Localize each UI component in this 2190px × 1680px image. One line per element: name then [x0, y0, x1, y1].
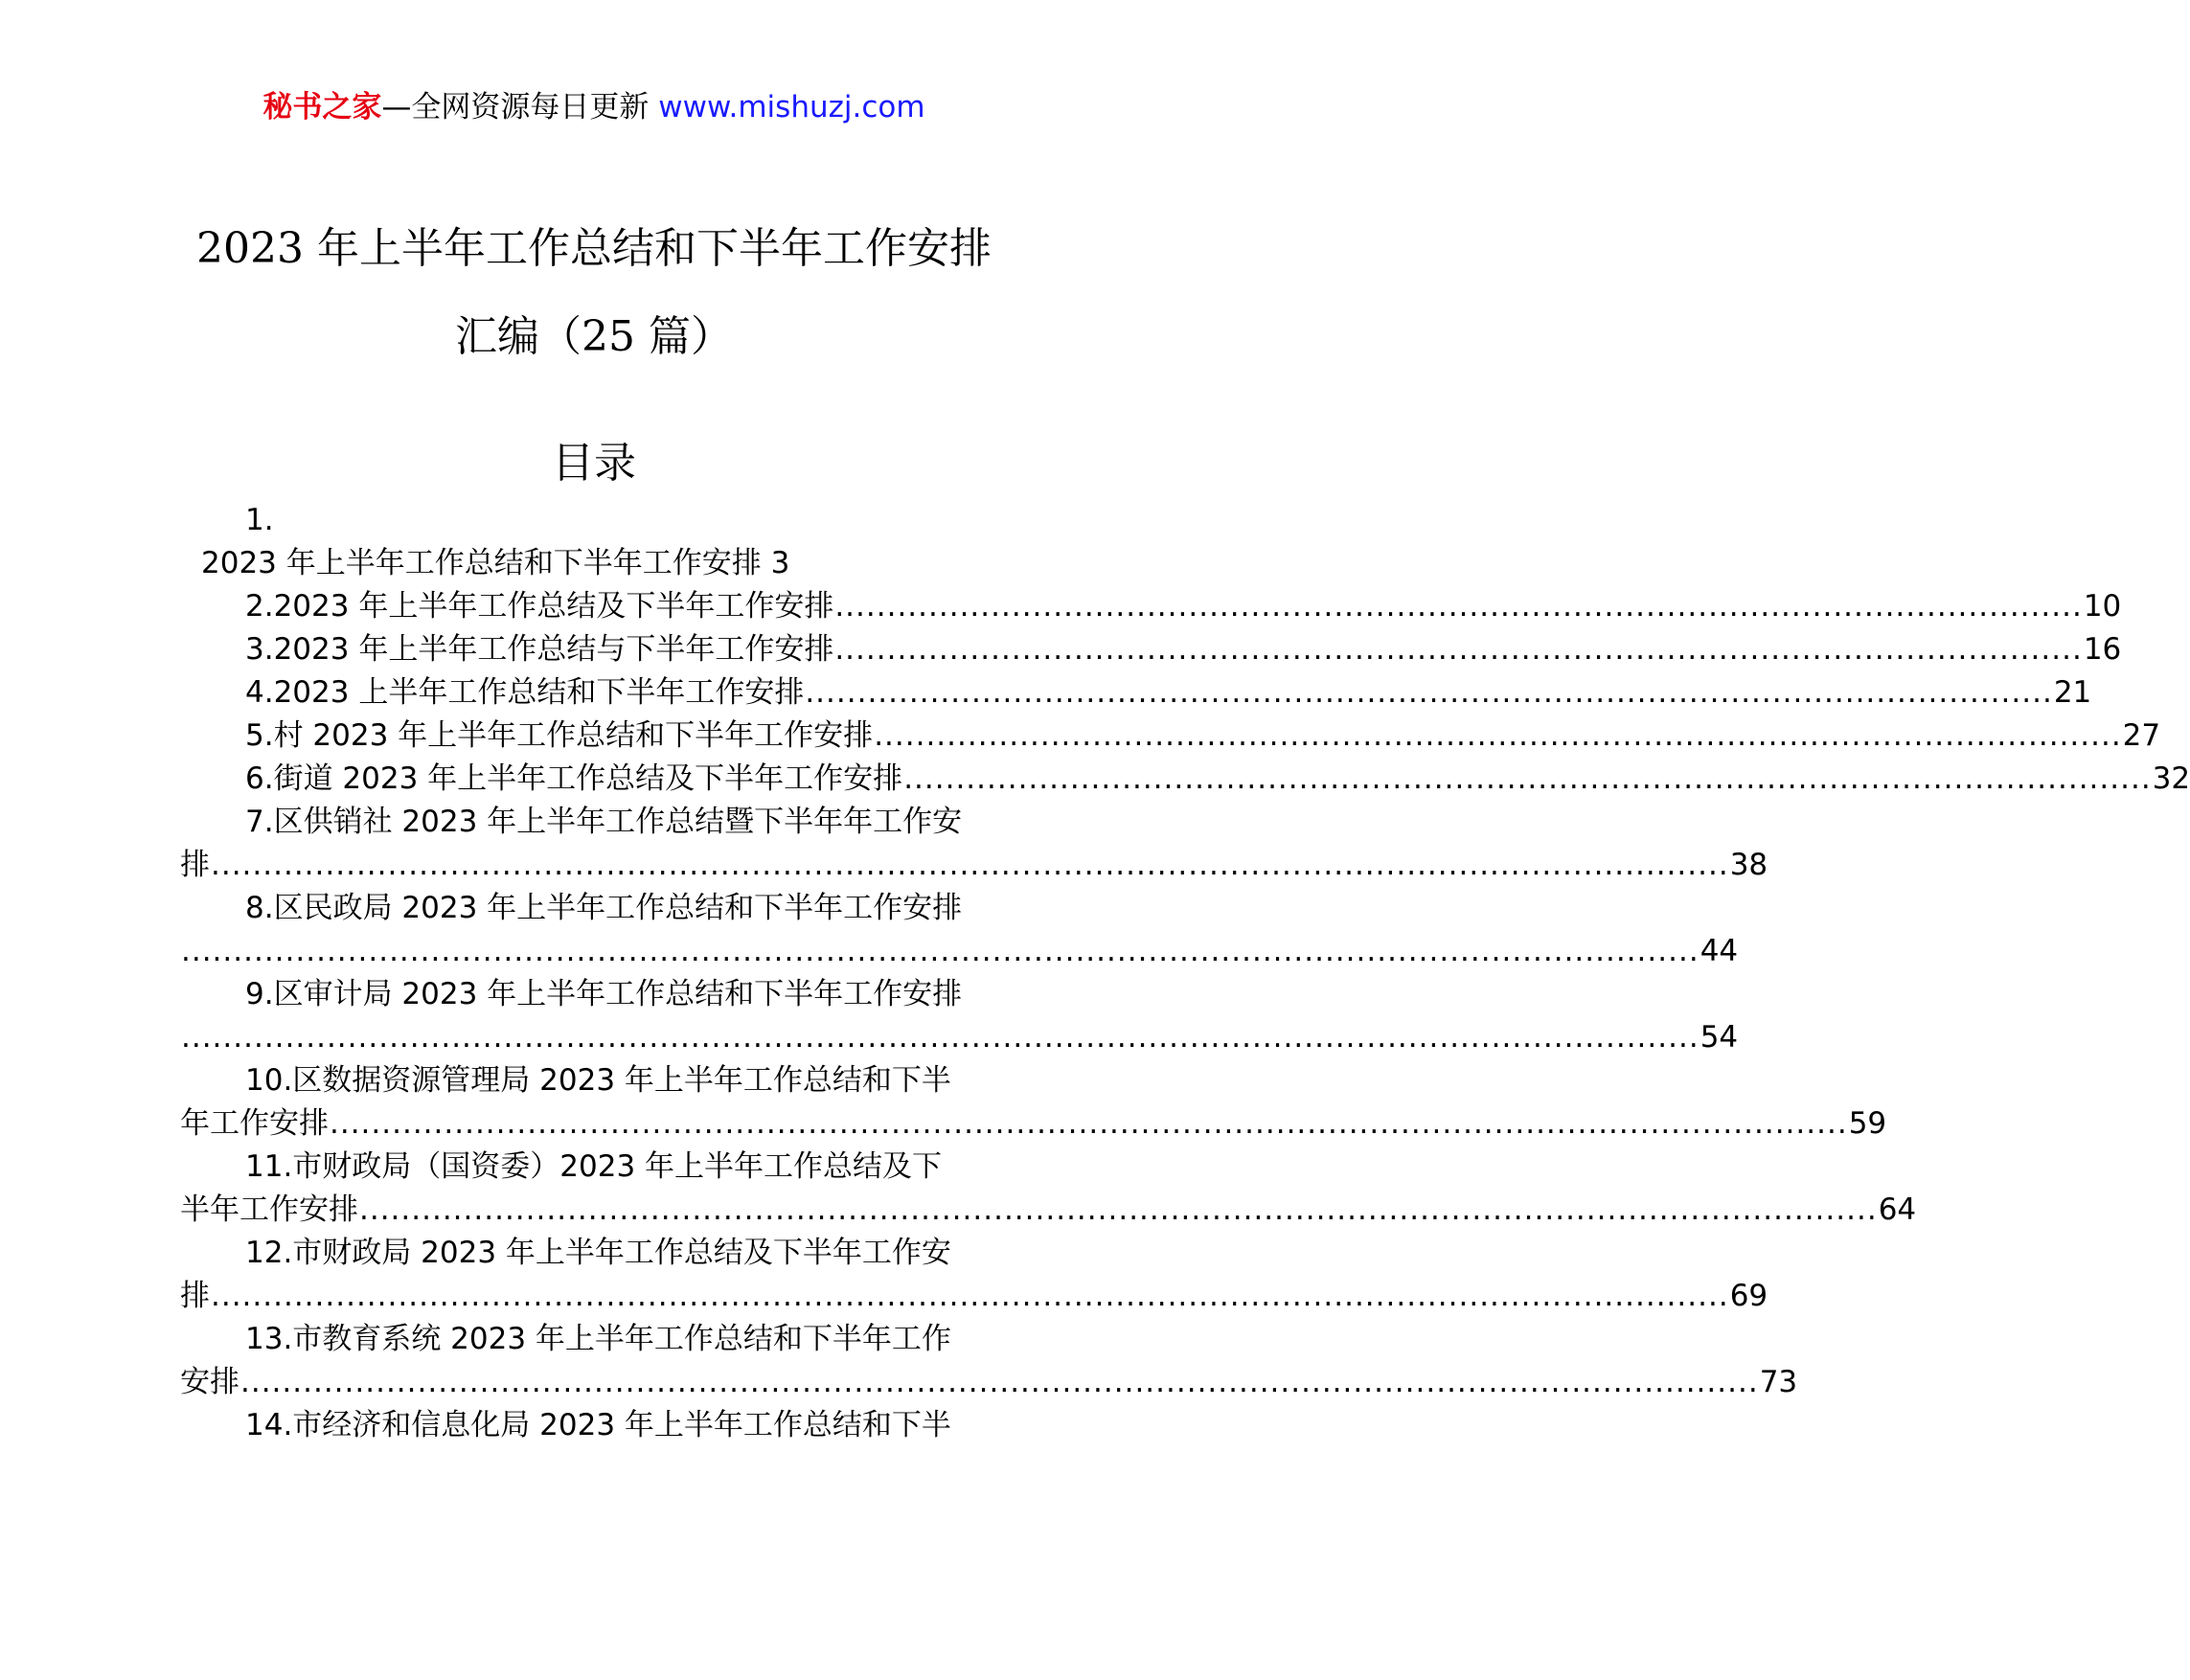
toc-entry-page: 21: [2053, 675, 2092, 710]
toc-entry-title-line[interactable]: 10.区数据资源管理局 2023 年上半年工作总结和下半: [245, 1063, 951, 1098]
brand-name: 秘书之家: [262, 90, 382, 125]
toc-entry-title-line[interactable]: 12.市财政局 2023 年上半年工作总结及下半年工作安: [245, 1236, 951, 1270]
toc-leader-dots: ........................................................................................................................: [834, 589, 2083, 624]
toc-heading: 目录: [552, 439, 636, 488]
toc-entry-title-line[interactable]: 8.区民政局 2023 年上半年工作总结和下半年工作安排: [245, 891, 963, 925]
toc-entry-page: 59: [1848, 1106, 1887, 1141]
toc-leader-dots: ........................................................................................................................: [805, 675, 2053, 710]
toc-leader-dots: ..................................................................................................................................................: [330, 1106, 1848, 1141]
toc-entry-title: 3.2023 年上半年工作总结与下半年工作安排: [245, 632, 834, 667]
toc-leader-dots: ..................................................................................................................................................: [240, 1365, 1759, 1399]
toc-entry-page: 27: [2122, 718, 2161, 753]
toc-entry-title-cont: 排: [180, 1279, 210, 1313]
toc-entry-title-line[interactable]: 13.市教育系统 2023 年上半年工作总结和下半年工作: [245, 1322, 951, 1356]
toc-entry-continuation[interactable]: [180, 1361, 1798, 1404]
toc-leader-dots: ........................................................................................................................: [834, 632, 2083, 667]
toc-leader-dots: ........................................................................................................................: [903, 761, 2152, 796]
toc-entry-continuation[interactable]: [180, 930, 1739, 973]
toc-entry-continuation[interactable]: [180, 1016, 1739, 1059]
toc-entry-page: 69: [1729, 1279, 1768, 1313]
toc-entry-1-text[interactable]: 2023 年上半年工作总结和下半年工作安排 3: [201, 546, 790, 580]
toc-entry-page: 73: [1759, 1365, 1798, 1399]
toc-entry[interactable]: [180, 585, 2122, 628]
toc-entry-continuation[interactable]: [180, 844, 1768, 887]
toc-entry-title: 4.2023 上半年工作总结和下半年工作安排: [245, 675, 805, 710]
document-title-line-1: 2023 年上半年工作总结和下半年工作安排: [196, 224, 992, 273]
toc-entry[interactable]: [180, 715, 2161, 758]
toc-entry-title-line[interactable]: 7.区供销社 2023 年上半年工作总结暨下半年年工作安: [245, 805, 963, 839]
site-header: [0, 88, 1188, 126]
toc-leader-dots: ..................................................................................................................................................: [359, 1192, 1878, 1227]
toc-entry-title-cont: 排: [180, 848, 210, 882]
site-url-link[interactable]: www.mishuzj.com: [658, 90, 925, 125]
toc-entry-page: 16: [2083, 632, 2122, 667]
toc-leader-dots: ..................................................................................................................................................: [211, 1279, 1729, 1313]
toc-entry-1-number[interactable]: 1.: [245, 503, 274, 537]
toc-entry-page: 38: [1729, 848, 1768, 882]
toc-entry-continuation[interactable]: [180, 1102, 1887, 1146]
toc-entry-title-line[interactable]: 14.市经济和信息化局 2023 年上半年工作总结和下半: [245, 1408, 951, 1442]
toc-entry-title-cont: 年工作安排: [180, 1106, 329, 1141]
toc-entry-page: 64: [1878, 1192, 1917, 1227]
toc-entry-continuation[interactable]: [180, 1275, 1768, 1318]
toc-entry-continuation[interactable]: [180, 1189, 1917, 1232]
toc-leader-dots: ..................................................................................................................................................: [211, 848, 1729, 882]
table-of-contents: [180, 503, 2190, 1447]
toc-entry-title-cont: 安排: [180, 1365, 240, 1399]
toc-entry-page: 54: [1700, 1020, 1739, 1055]
toc-entry-page: 32: [2152, 761, 2190, 796]
toc-leader-dots: ........................................................................................................................: [874, 718, 2122, 753]
toc-entry-title: 6.街道 2023 年上半年工作总结及下半年工作安排: [245, 761, 903, 796]
toc-entry[interactable]: [180, 758, 2190, 801]
toc-entry-title-cont: 半年工作安排: [180, 1192, 358, 1227]
toc-entry-title: 2.2023 年上半年工作总结及下半年工作安排: [245, 589, 834, 624]
toc-entry-title-line[interactable]: 11.市财政局（国资委）2023 年上半年工作总结及下: [245, 1149, 943, 1184]
toc-entry[interactable]: [180, 671, 2092, 715]
toc-entry-title: 5.村 2023 年上半年工作总结和下半年工作安排: [245, 718, 874, 753]
toc-leader-dots: ..................................................................................................................................................: [181, 1020, 1700, 1055]
toc-entry-title-line[interactable]: 9.区审计局 2023 年上半年工作总结和下半年工作安排: [245, 977, 963, 1011]
toc-entry[interactable]: [180, 628, 2122, 671]
brand-slogan: —全网资源每日更新: [381, 90, 650, 125]
toc-entry-page: 44: [1700, 934, 1739, 968]
toc-entry-page: 10: [2083, 589, 2122, 624]
toc-leader-dots: ..................................................................................................................................................: [181, 934, 1700, 968]
document-title-line-2: 汇编（25 篇）: [455, 312, 733, 361]
